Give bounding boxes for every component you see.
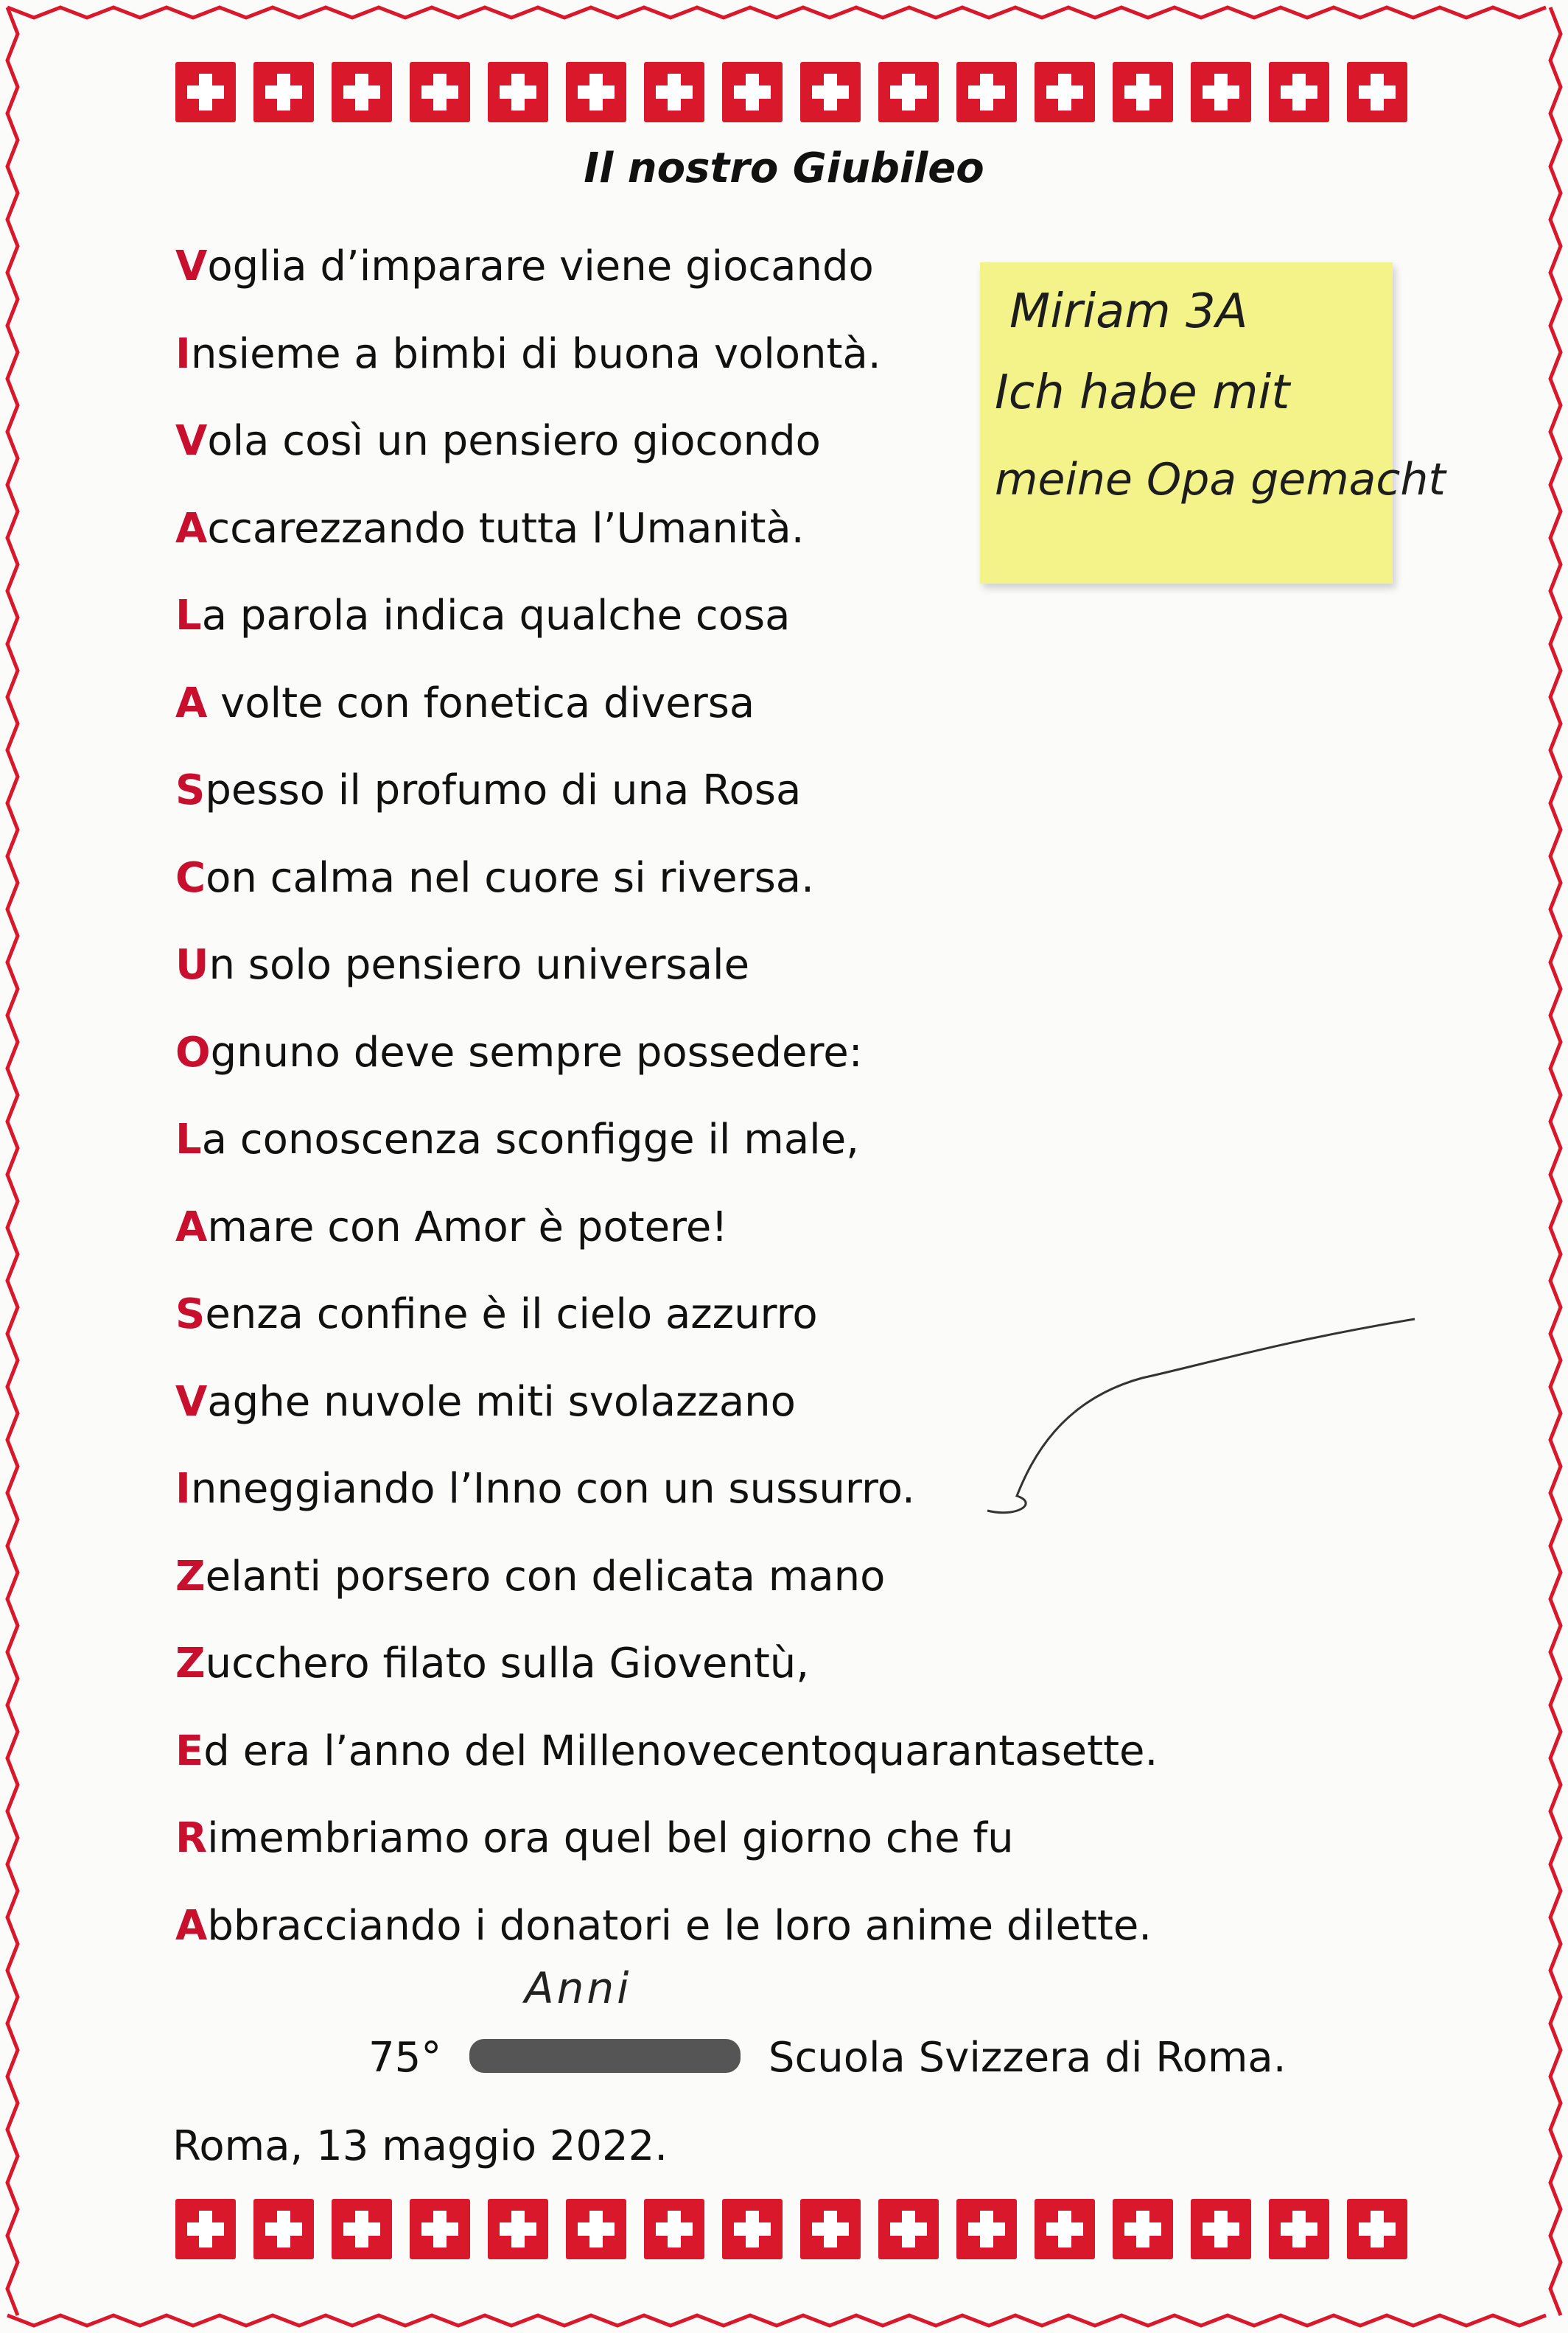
anniversary-school: Scuola Svizzera di Roma. (768, 2034, 1287, 2082)
verse-line (175, 674, 1158, 762)
swiss-flag-icon (566, 62, 626, 122)
verse-text: ola così un pensiero giocondo (207, 417, 821, 465)
acrostic-initial: V (175, 242, 208, 290)
swiss-flag-icon (253, 2199, 314, 2259)
anniversary-line (368, 2034, 1287, 2100)
swiss-flag-icon (410, 2199, 470, 2259)
swiss-flag-icon (1191, 2199, 1251, 2259)
acrostic-initial: V (175, 417, 208, 465)
verse-text: a parola indica qualche cosa (201, 592, 791, 640)
pen-stroke-mark (973, 1312, 1429, 1525)
sticky-note (980, 262, 1446, 584)
verse-line (175, 1722, 1158, 1810)
verse-text: aghe nuvole miti svolazzano (207, 1377, 796, 1426)
verse-text: a conoscenza sconfigge il male, (201, 1116, 859, 1164)
acrostic-initial: Z (175, 1552, 206, 1601)
verse-text: imembriamo ora quel bel giorno che fu (207, 1814, 1014, 1862)
acrostic-initial: L (175, 1116, 202, 1164)
acrostic-initial: Z (175, 1640, 206, 1687)
verse-line (175, 1198, 1158, 1286)
swiss-flag-icon (1113, 62, 1173, 122)
acrostic-initial: S (175, 1290, 206, 1338)
swiss-flag-icon (1269, 2199, 1329, 2259)
swiss-flag-icon (332, 62, 392, 122)
swiss-flag-icon (800, 62, 861, 122)
sticky-note-line-1: Miriam 3A (1009, 284, 1248, 339)
swiss-flag-icon (722, 62, 783, 122)
verse-line (175, 1547, 1158, 1635)
swiss-flag-icon (488, 2199, 548, 2259)
verse-line (175, 1634, 1158, 1722)
swiss-flag-icon (1035, 62, 1095, 122)
verse-line (175, 1809, 1158, 1897)
verse-text: d era l’anno del Millenovecentoquarantasette. (203, 1727, 1158, 1775)
sticky-note-line-3: meine Opa gemacht (995, 454, 1446, 506)
acrostic-initial: V (175, 1377, 208, 1426)
acrostic-initial: R (175, 1814, 208, 1862)
swiss-flag-icon (488, 62, 548, 122)
swiss-flag-icon (1191, 62, 1251, 122)
acrostic-initial: O (175, 1028, 211, 1077)
swiss-flag-icon (956, 2199, 1017, 2259)
verse-text: on calma nel cuore si riversa. (206, 853, 814, 902)
verse-text: ccarezzando tutta l’Umanità. (207, 504, 805, 553)
verse-text: nneggiando l’Inno con un sussurro. (190, 1465, 915, 1513)
verse-text: ucchero filato sulla Gioventù, (205, 1640, 810, 1687)
verse-text: n solo pensiero universale (209, 941, 750, 989)
verse-line (175, 936, 1158, 1024)
verse-line (175, 1024, 1158, 1111)
swiss-flag-icon (332, 2199, 392, 2259)
swiss-flag-icon (1113, 2199, 1173, 2259)
swiss-flag-icon (644, 62, 704, 122)
swiss-flag-icon (175, 62, 236, 122)
swiss-flag-icon (722, 2199, 783, 2259)
verse-text: volte con fonetica diversa (207, 679, 755, 727)
verse-line (175, 587, 1158, 674)
acrostic-initial: U (175, 941, 209, 989)
acrostic-initial: E (175, 1727, 204, 1775)
swiss-flag-icon (644, 2199, 704, 2259)
swiss-flag-icon (410, 62, 470, 122)
verse-line (175, 849, 1158, 937)
acrostic-initial: A (175, 679, 208, 727)
poem-title: Il nostro Giubileo (584, 144, 984, 192)
anniversary-number: 75° (368, 2034, 442, 2082)
swiss-flag-icon (175, 2199, 236, 2259)
sticky-note-line-2: Ich habe mit (995, 365, 1290, 420)
verse-text: mare con Amor è potere! (207, 1203, 728, 1251)
verse-text: gnuno deve sempre possedere: (210, 1028, 863, 1077)
acrostic-initial: I (175, 329, 191, 378)
acrostic-initial: A (175, 1901, 208, 1950)
swiss-flag-icon (878, 62, 939, 122)
acrostic-initial: S (175, 766, 206, 814)
acrostic-initial: A (175, 504, 208, 553)
verse-text: pesso il profumo di una Rosa (205, 766, 802, 814)
verse-line (175, 1110, 1158, 1198)
acrostic-initial: I (175, 1465, 191, 1513)
swiss-flag-icon (1269, 62, 1329, 122)
swiss-flag-icon (566, 2199, 626, 2259)
swiss-flag-icon (956, 62, 1017, 122)
verse-text: enza confine è il cielo azzurro (205, 1290, 818, 1338)
acrostic-initial: A (175, 1203, 208, 1251)
crossed-out-word (469, 2039, 741, 2073)
swiss-flag-icon (1347, 2199, 1407, 2259)
swiss-flag-row-top (175, 62, 1407, 124)
swiss-flag-icon (878, 2199, 939, 2259)
verse-text: bbracciando i donatori e le loro anime dilette. (207, 1901, 1152, 1950)
verse-text: nsieme a bimbi di buona volontà. (190, 329, 881, 378)
date-line: Roma, 13 maggio 2022. (172, 2122, 668, 2170)
verse-text: elanti porsero con delicata mano (205, 1552, 886, 1601)
verse-line (175, 1897, 1158, 1984)
handwritten-correction: Anni (525, 1963, 632, 2013)
verse-text: oglia d’imparare viene giocando (207, 242, 874, 290)
swiss-flag-icon (800, 2199, 861, 2259)
acrostic-initial: C (175, 853, 206, 902)
swiss-flag-row-bottom (175, 2199, 1407, 2261)
swiss-flag-icon (1347, 62, 1407, 122)
verse-line (175, 761, 1158, 849)
swiss-flag-icon (1035, 2199, 1095, 2259)
acrostic-initial: L (175, 592, 202, 640)
swiss-flag-icon (253, 62, 314, 122)
